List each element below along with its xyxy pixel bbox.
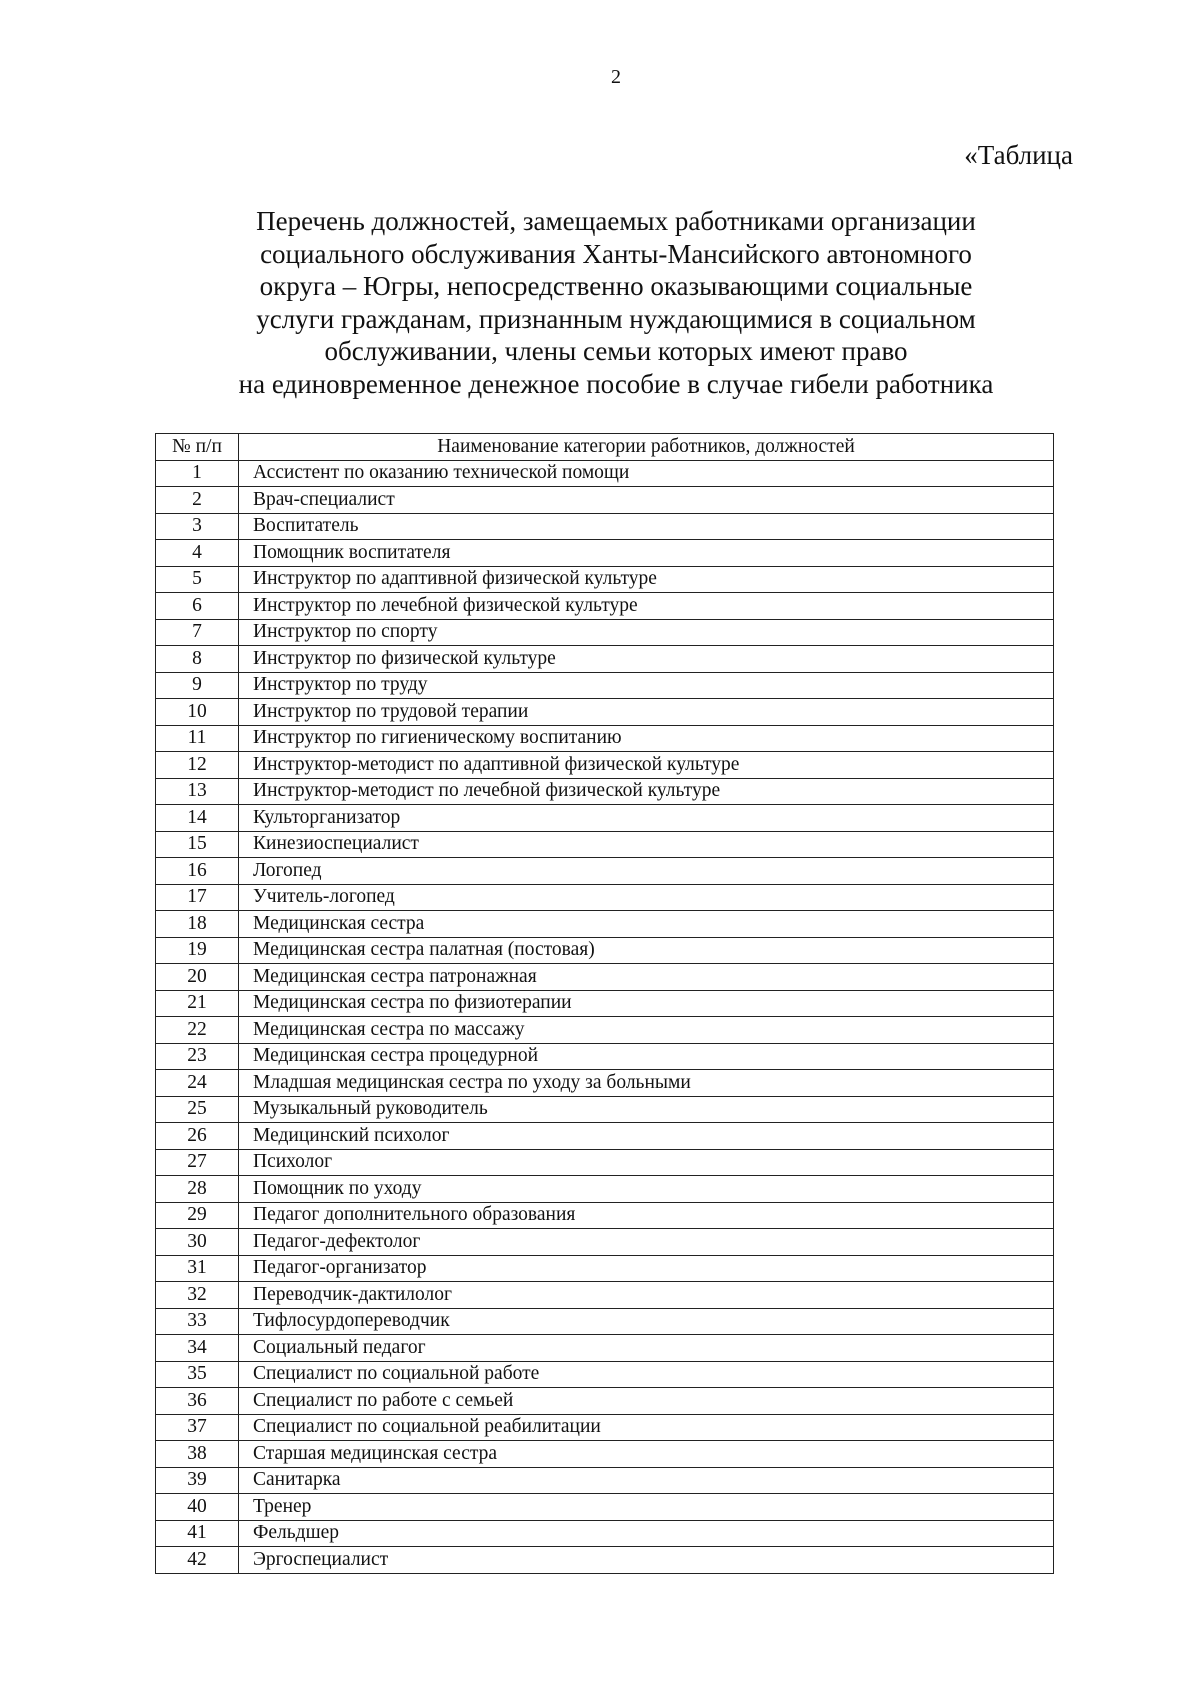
position-name: Санитарка	[239, 1467, 1054, 1494]
position-name: Инструктор по гигиеническому воспитанию	[239, 725, 1054, 752]
row-number: 33	[156, 1308, 239, 1335]
table-row	[156, 990, 1054, 1017]
position-name: Инструктор-методист по лечебной физической культуре	[239, 778, 1054, 805]
title-line: социального обслуживания Ханты-Мансийского автономного	[260, 238, 972, 269]
title-line: Перечень должностей, замещаемых работниками организации	[256, 206, 976, 236]
row-number: 2	[156, 487, 239, 514]
table-row	[156, 1096, 1054, 1123]
position-name: Медицинская сестра	[239, 911, 1054, 938]
table-row	[156, 487, 1054, 514]
row-number: 4	[156, 540, 239, 567]
position-name: Психолог	[239, 1149, 1054, 1176]
row-number: 22	[156, 1017, 239, 1044]
row-number: 17	[156, 884, 239, 911]
row-number: 7	[156, 619, 239, 646]
column-header-number: № п/п	[156, 434, 239, 461]
title-line: услуги гражданам, признанным нуждающимися в социальном	[256, 303, 976, 334]
row-number: 30	[156, 1229, 239, 1256]
row-number: 15	[156, 831, 239, 858]
table-row	[156, 778, 1054, 805]
table-row	[156, 1414, 1054, 1441]
table-row	[156, 646, 1054, 673]
table-body	[156, 460, 1054, 1573]
position-name: Старшая медицинская сестра	[239, 1441, 1054, 1468]
row-number: 19	[156, 937, 239, 964]
table-header-row	[156, 434, 1054, 461]
title-line: обслуживании, члены семьи которых имеют право	[324, 336, 908, 366]
table-row	[156, 1229, 1054, 1256]
table-row	[156, 1282, 1054, 1309]
table-row	[156, 672, 1054, 699]
row-number: 10	[156, 699, 239, 726]
row-number: 5	[156, 566, 239, 593]
row-number: 34	[156, 1335, 239, 1362]
table-row	[156, 566, 1054, 593]
position-name: Инструктор по труду	[239, 672, 1054, 699]
table-row	[156, 831, 1054, 858]
table-row	[156, 1070, 1054, 1097]
row-number: 14	[156, 805, 239, 832]
position-name: Помощник по уходу	[239, 1176, 1054, 1203]
position-name: Кинезиоспециалист	[239, 831, 1054, 858]
document-title	[150, 205, 1082, 400]
row-number: 1	[156, 460, 239, 487]
position-name: Эргоспециалист	[239, 1547, 1054, 1574]
table-row	[156, 1467, 1054, 1494]
position-name: Педагог дополнительного образования	[239, 1202, 1054, 1229]
row-number: 39	[156, 1467, 239, 1494]
row-number: 13	[156, 778, 239, 805]
row-number: 24	[156, 1070, 239, 1097]
table-row	[156, 513, 1054, 540]
position-name: Специалист по работе с семьей	[239, 1388, 1054, 1415]
row-number: 16	[156, 858, 239, 885]
position-name: Младшая медицинская сестра по уходу за больными	[239, 1070, 1054, 1097]
title-line: на единовременное денежное пособие в случае гибели работника	[238, 368, 994, 399]
position-name: Инструктор по трудовой терапии	[239, 699, 1054, 726]
row-number: 3	[156, 513, 239, 540]
row-number: 32	[156, 1282, 239, 1309]
position-name: Тренер	[239, 1494, 1054, 1521]
table-row	[156, 1123, 1054, 1150]
position-name: Педагог-организатор	[239, 1255, 1054, 1282]
row-number: 11	[156, 725, 239, 752]
position-name: Инструктор по физической культуре	[239, 646, 1054, 673]
table-row	[156, 540, 1054, 567]
row-number: 25	[156, 1096, 239, 1123]
position-name: Инструктор по лечебной физической культуре	[239, 593, 1054, 620]
row-number: 28	[156, 1176, 239, 1203]
table-label: «Таблица	[964, 140, 1073, 170]
title-line: округа – Югры, непосредственно оказывающими социальные	[259, 271, 973, 301]
table-row	[156, 1149, 1054, 1176]
position-name: Переводчик-дактилолог	[239, 1282, 1054, 1309]
row-number: 9	[156, 672, 239, 699]
table-row	[156, 1361, 1054, 1388]
row-number: 8	[156, 646, 239, 673]
table-row	[156, 1547, 1054, 1574]
table-row	[156, 1494, 1054, 1521]
position-name: Социальный педагог	[239, 1335, 1054, 1362]
position-name: Инструктор по спорту	[239, 619, 1054, 646]
position-name: Музыкальный руководитель	[239, 1096, 1054, 1123]
position-name: Культорганизатор	[239, 805, 1054, 832]
position-name: Специалист по социальной реабилитации	[239, 1414, 1054, 1441]
table-row	[156, 1255, 1054, 1282]
row-number: 26	[156, 1123, 239, 1150]
table-row	[156, 699, 1054, 726]
position-name: Учитель-логопед	[239, 884, 1054, 911]
table-row	[156, 1520, 1054, 1547]
table-row	[156, 1043, 1054, 1070]
position-name: Помощник воспитателя	[239, 540, 1054, 567]
table-row	[156, 619, 1054, 646]
table-row	[156, 884, 1054, 911]
row-number: 23	[156, 1043, 239, 1070]
table-row	[156, 1308, 1054, 1335]
row-number: 38	[156, 1441, 239, 1468]
row-number: 41	[156, 1520, 239, 1547]
position-name: Инструктор по адаптивной физической культуре	[239, 566, 1054, 593]
position-name: Медицинская сестра процедурной	[239, 1043, 1054, 1070]
row-number: 6	[156, 593, 239, 620]
row-number: 35	[156, 1361, 239, 1388]
position-name: Медицинский психолог	[239, 1123, 1054, 1150]
table-row	[156, 1202, 1054, 1229]
position-name: Медицинская сестра по физиотерапии	[239, 990, 1054, 1017]
position-name: Педагог-дефектолог	[239, 1229, 1054, 1256]
table-row	[156, 1388, 1054, 1415]
table-row	[156, 1017, 1054, 1044]
page-number: 2	[611, 66, 621, 88]
row-number: 40	[156, 1494, 239, 1521]
position-name: Ассистент по оказанию технической помощи	[239, 460, 1054, 487]
table-row	[156, 1335, 1054, 1362]
position-name: Воспитатель	[239, 513, 1054, 540]
position-name: Тифлосурдопереводчик	[239, 1308, 1054, 1335]
row-number: 37	[156, 1414, 239, 1441]
table-row	[156, 752, 1054, 779]
row-number: 36	[156, 1388, 239, 1415]
row-number: 18	[156, 911, 239, 938]
position-name: Врач-специалист	[239, 487, 1054, 514]
position-name: Логопед	[239, 858, 1054, 885]
table-row	[156, 858, 1054, 885]
position-name: Фельдшер	[239, 1520, 1054, 1547]
table-row	[156, 964, 1054, 991]
table-row	[156, 593, 1054, 620]
row-number: 31	[156, 1255, 239, 1282]
table-row	[156, 1176, 1054, 1203]
table-row	[156, 460, 1054, 487]
position-name: Инструктор-методист по адаптивной физической культуре	[239, 752, 1054, 779]
table-row	[156, 725, 1054, 752]
row-number: 21	[156, 990, 239, 1017]
row-number: 12	[156, 752, 239, 779]
position-name: Специалист по социальной работе	[239, 1361, 1054, 1388]
position-name: Медицинская сестра палатная (постовая)	[239, 937, 1054, 964]
row-number: 42	[156, 1547, 239, 1574]
table-row	[156, 805, 1054, 832]
row-number: 20	[156, 964, 239, 991]
table-row	[156, 1441, 1054, 1468]
column-header-name: Наименование категории работников, должностей	[239, 434, 1054, 461]
positions-table	[155, 433, 1054, 1574]
position-name: Медицинская сестра по массажу	[239, 1017, 1054, 1044]
position-name: Медицинская сестра патронажная	[239, 964, 1054, 991]
row-number: 27	[156, 1149, 239, 1176]
row-number: 29	[156, 1202, 239, 1229]
table-row	[156, 911, 1054, 938]
table-row	[156, 937, 1054, 964]
